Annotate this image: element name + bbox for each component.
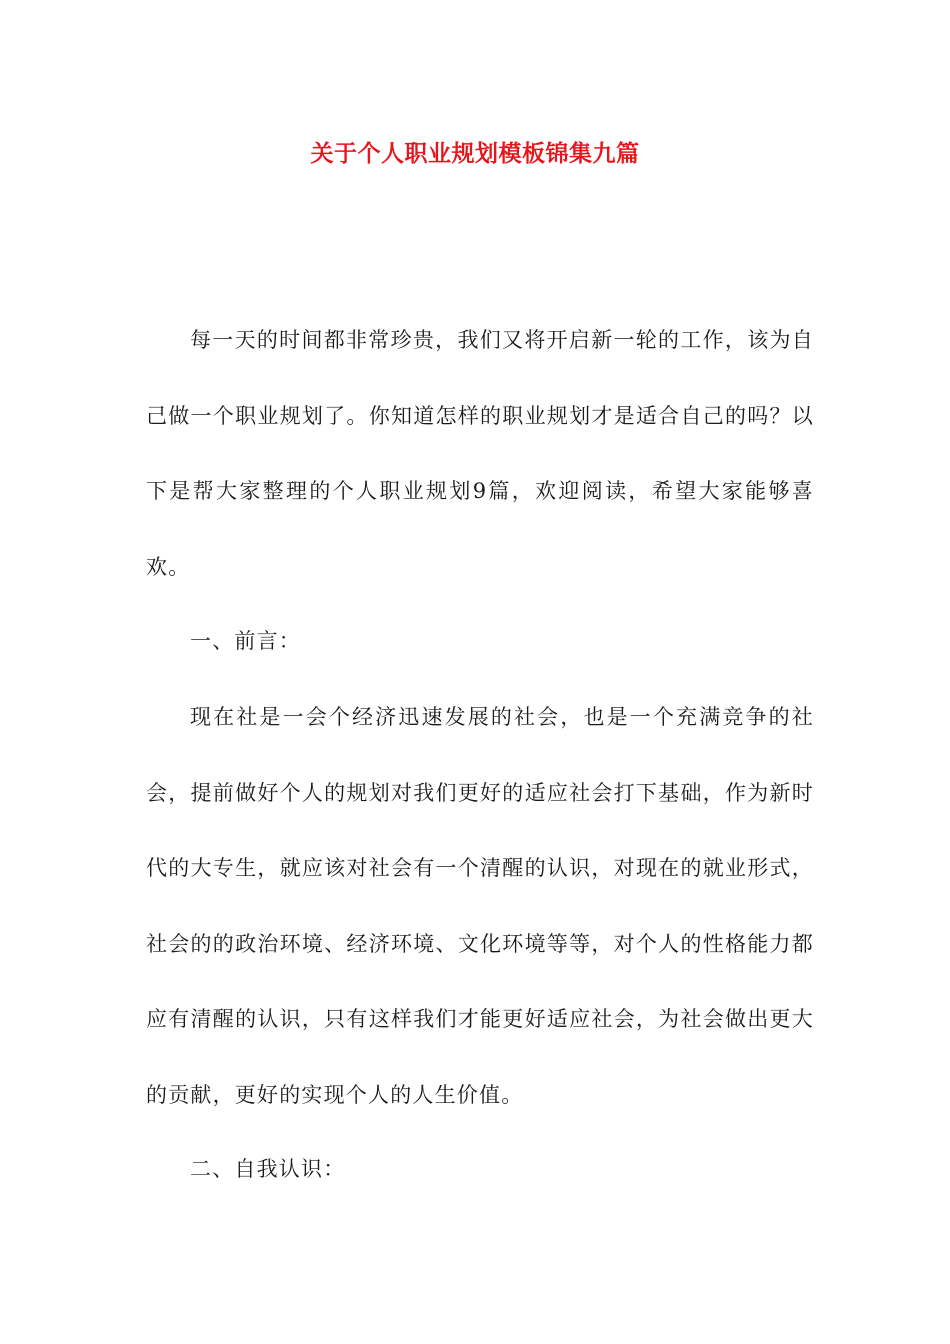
intro-paragraph: 每一天的时间都非常珍贵，我们又将开启新一轮的工作，该为自己做一个职业规划了。你知道怎样的职业规划才是适合自己的吗？以下是帮大家整理的个人职业规划9篇，欢迎阅读，希望大家能够喜欢。 xyxy=(146,328,814,579)
section-heading-self-knowledge: 二、自我认识： xyxy=(190,1157,346,1181)
preface-paragraph: 现在社是一会个经济迅速发展的社会，也是一个充满竞争的社会，提前做好个人的规划对我们更好的适应社会打下基础，作为新时代的大专生，就应该对社会有一个清醒的认识，对现在的就业形式，社会的的政治环境、经济环境、文化环境等等，对个人的性格能力都应有清醒的认识，只有这样我们才能更好适应社会，为社会做出更大的贡献，更好的实现个人的人生价值。 xyxy=(146,705,814,1107)
document-title: 关于个人职业规划模板锦集九篇 xyxy=(310,140,640,167)
section-heading-preface: 一、前言： xyxy=(190,629,301,653)
